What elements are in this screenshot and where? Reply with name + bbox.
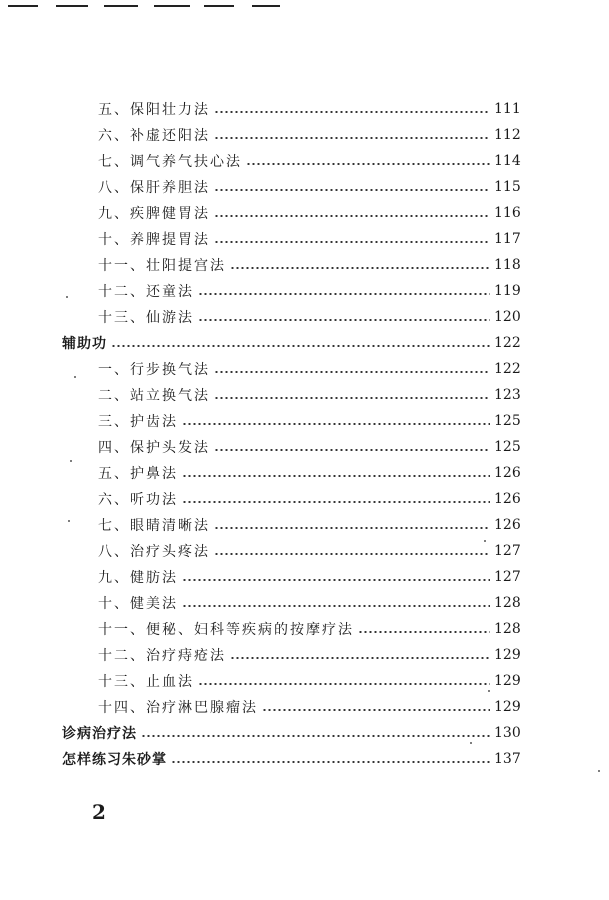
scan-speck (470, 742, 472, 744)
toc-section-heading[interactable] (62, 720, 521, 746)
toc-entry-label: 辅助功 (62, 336, 107, 352)
dot-leader (230, 267, 490, 269)
toc-entry-label: 十四、治疗淋巴腺瘤法 (98, 700, 258, 716)
toc-entry[interactable] (98, 226, 521, 252)
page-number: 2 (92, 800, 106, 824)
toc-entry-label: 十二、还童法 (98, 284, 194, 300)
toc-entry-label: 一、行步换气法 (98, 362, 210, 378)
toc-entry-page: 129 (494, 699, 521, 715)
dot-leader (214, 527, 490, 529)
toc-section-heading[interactable] (62, 330, 521, 356)
toc-entry-page: 115 (494, 179, 521, 195)
toc-entry-page: 126 (494, 517, 521, 533)
toc-entry-page: 122 (494, 361, 521, 377)
toc-entry-label: 十一、壮阳提宫法 (98, 258, 226, 274)
toc-entry-label: 九、疾脾健胃法 (98, 206, 210, 222)
dot-leader (182, 475, 490, 477)
toc-entry-page: 119 (494, 283, 521, 299)
dot-leader (214, 371, 490, 373)
top-border-rules (0, 0, 609, 12)
toc-entry-page: 127 (494, 569, 521, 585)
toc-entry-label: 六、听功法 (98, 492, 178, 508)
toc-entry[interactable] (98, 382, 521, 408)
toc-entry[interactable] (98, 278, 521, 304)
toc-entry-page: 117 (494, 231, 521, 247)
top-rule (104, 5, 138, 7)
toc-entry[interactable] (98, 486, 521, 512)
toc-entry[interactable] (98, 200, 521, 226)
toc-entry-page: 122 (494, 335, 521, 351)
toc-entry-label: 十、健美法 (98, 596, 178, 612)
dot-leader (246, 163, 490, 165)
toc-entry[interactable] (98, 174, 521, 200)
toc-entry-label: 二、站立换气法 (98, 388, 210, 404)
toc-entry-label: 十二、治疗痔疮法 (98, 648, 226, 664)
toc-entry-page: 127 (494, 543, 521, 559)
dot-leader (358, 631, 490, 633)
dot-leader (182, 579, 490, 581)
toc-entry[interactable] (98, 408, 521, 434)
toc-entry[interactable] (98, 590, 521, 616)
toc-entry-page: 112 (494, 127, 521, 143)
dot-leader (214, 241, 490, 243)
toc-entry-label: 十一、便秘、妇科等疾病的按摩疗法 (98, 622, 354, 638)
dot-leader (230, 657, 490, 659)
top-rule (8, 5, 38, 7)
toc-entry[interactable] (98, 668, 521, 694)
scan-speck (488, 690, 490, 692)
toc-entry[interactable] (98, 304, 521, 330)
dot-leader (111, 345, 490, 347)
toc-entry[interactable] (98, 434, 521, 460)
toc-entry-label: 八、保肝养胆法 (98, 180, 210, 196)
toc-entry-label: 十三、止血法 (98, 674, 194, 690)
toc-entry[interactable] (98, 148, 521, 174)
toc-entry-page: 129 (494, 673, 521, 689)
scan-speck (74, 376, 76, 378)
toc-section-heading[interactable] (62, 746, 521, 772)
dot-leader (262, 709, 490, 711)
scan-speck (598, 770, 600, 772)
toc-entry-label: 七、眼睛清晰法 (98, 518, 210, 534)
toc-entry-label: 五、护鼻法 (98, 466, 178, 482)
toc-entry[interactable] (98, 460, 521, 486)
dot-leader (141, 735, 490, 737)
dot-leader (182, 605, 490, 607)
toc-entry[interactable] (98, 642, 521, 668)
toc-entry-page: 126 (494, 465, 521, 481)
toc-entry-label: 四、保护头发法 (98, 440, 210, 456)
toc-entry-page: 128 (494, 621, 521, 637)
dot-leader (214, 553, 490, 555)
toc-entry[interactable] (98, 512, 521, 538)
toc-entry[interactable] (98, 96, 521, 122)
toc-entry-label: 诊病治疗法 (62, 726, 137, 742)
toc-entry[interactable] (98, 616, 521, 642)
toc-entry-label: 六、补虚还阳法 (98, 128, 210, 144)
toc-entry-label: 五、保阳壮力法 (98, 102, 210, 118)
scan-speck (70, 460, 72, 462)
toc-entry[interactable] (98, 694, 521, 720)
toc-entry-page: 137 (494, 751, 521, 767)
dot-leader (198, 683, 490, 685)
toc-entry-label: 九、健肪法 (98, 570, 178, 586)
top-rule (154, 5, 190, 7)
toc-entry-label: 七、调气养气扶心法 (98, 154, 242, 170)
dot-leader (214, 215, 490, 217)
top-rule (252, 5, 280, 7)
toc-entry-page: 118 (494, 257, 521, 273)
toc-entry-page: 116 (494, 205, 521, 221)
dot-leader (214, 111, 490, 113)
toc-entry-page: 130 (494, 725, 521, 741)
toc-entry-page: 114 (494, 153, 521, 169)
scan-speck (484, 540, 486, 542)
top-rule (204, 5, 234, 7)
scan-speck (68, 520, 70, 522)
dot-leader (214, 397, 490, 399)
toc-entry-page: 125 (494, 413, 521, 429)
dot-leader (214, 189, 490, 191)
toc-entry-page: 125 (494, 439, 521, 455)
dot-leader (198, 293, 490, 295)
toc-entry-label: 十三、仙游法 (98, 310, 194, 326)
dot-leader (182, 501, 490, 503)
dot-leader (182, 423, 490, 425)
toc-entry-page: 126 (494, 491, 521, 507)
toc-entry[interactable] (98, 356, 521, 382)
scan-speck (66, 296, 68, 298)
dot-leader (214, 137, 490, 139)
toc-entry-label: 八、治疗头疼法 (98, 544, 210, 560)
toc-entry-label: 十、养脾提胃法 (98, 232, 210, 248)
toc-entry[interactable] (98, 538, 521, 564)
toc-entry-page: 120 (494, 309, 521, 325)
dot-leader (198, 319, 490, 321)
toc-entry-label: 怎样练习朱砂掌 (62, 752, 167, 768)
dot-leader (171, 761, 490, 763)
toc-entry[interactable] (98, 252, 521, 278)
toc-entry-page: 123 (494, 387, 521, 403)
toc-entry[interactable] (98, 122, 521, 148)
dot-leader (214, 449, 490, 451)
toc-entry-label: 三、护齿法 (98, 414, 178, 430)
toc-entry-page: 128 (494, 595, 521, 611)
toc-entry-page: 111 (494, 101, 521, 117)
toc-entry-page: 129 (494, 647, 521, 663)
top-rule (56, 5, 88, 7)
toc-entry[interactable] (98, 564, 521, 590)
